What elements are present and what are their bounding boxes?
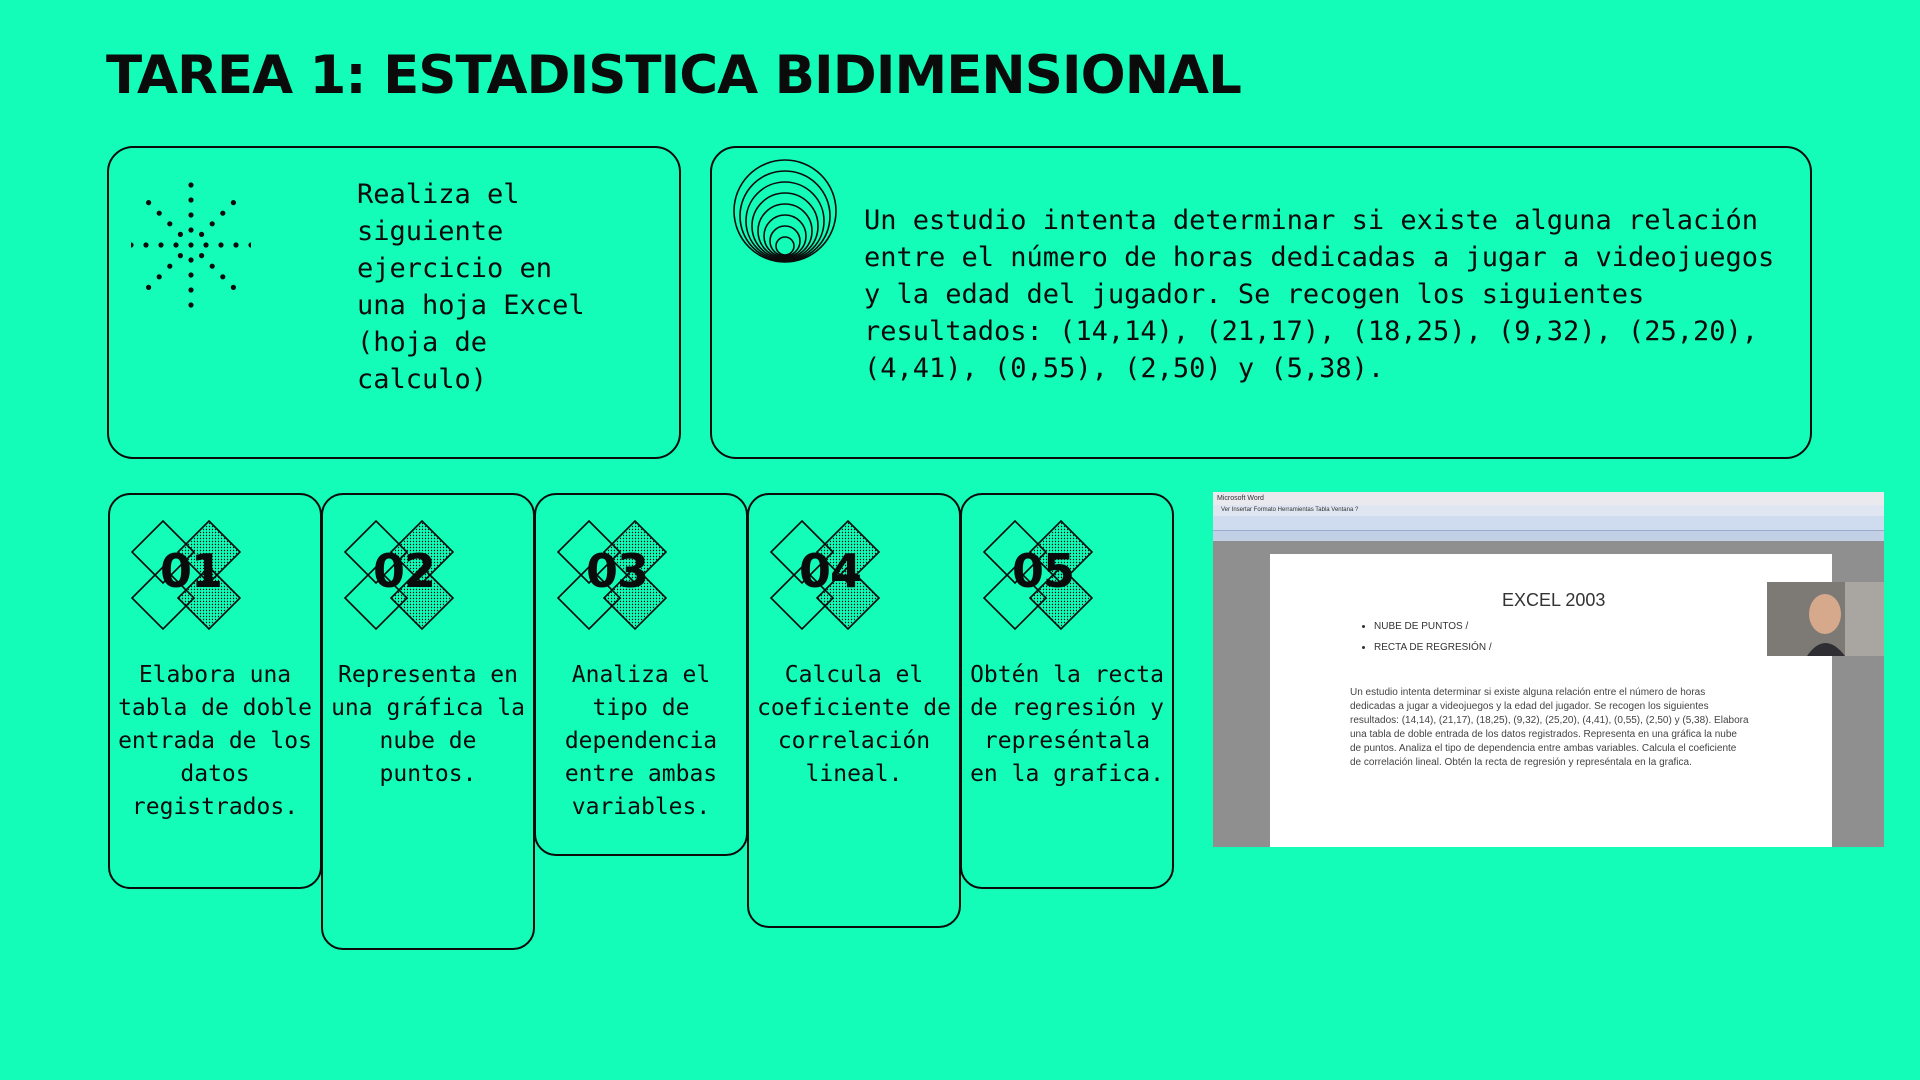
step-card-2 xyxy=(321,493,535,950)
step-text: Analiza el tipo de dependencia entre ambas variables. xyxy=(564,662,718,820)
step-number: 03 xyxy=(586,544,649,598)
doc-paragraph: Un estudio intenta determinar si existe alguna relación entre el número de horas dedicadas a jugar a videojuegos y la edad del jugador. Se recogen los siguientes resultados: (14,14), (21,17), (18,25), (9,32), (25,20), (4,41), (0,55), (2,50) y (5,38). Elabora una tabla de doble entrada de los datos registrados. Representa en una gráfica la nube de puntos. Analiza el tipo de dependencia entre ambas variables. Calcula el coeficiente de correlación lineal. Obtén la recta de regresión y represéntala en la grafica. xyxy=(1350,687,1749,768)
word-window-title: Microsoft Word xyxy=(1213,492,1884,505)
page-title: TAREA 1: ESTADISTICA BIDIMENSIONAL xyxy=(106,45,1241,106)
step-card-5 xyxy=(960,493,1174,889)
word-menu-bar: Ver Insertar Formato Herramientas Tabla Ventana ? xyxy=(1213,505,1884,516)
presenter-avatar xyxy=(1767,582,1884,656)
doc-title: EXCEL 2003 xyxy=(1502,590,1606,610)
starburst-icon xyxy=(131,170,251,320)
doc-bullet-list xyxy=(1360,616,1492,658)
step-text: Elabora una tabla de doble entrada de los datos registrados. xyxy=(118,662,312,820)
word-page xyxy=(1270,554,1832,847)
step-text: Obtén la recta de regresión y represéntala en la grafica. xyxy=(970,662,1164,787)
step-number: 02 xyxy=(373,544,436,598)
doc-bullet: • NUBE DE PUNTOS / xyxy=(1374,616,1492,637)
intro-card xyxy=(107,146,681,459)
word-toolbar xyxy=(1213,516,1884,531)
doc-bullet: • RECTA DE REGRESIÓN / xyxy=(1374,637,1492,658)
step-number: 05 xyxy=(1012,544,1075,598)
word-ruler xyxy=(1213,531,1884,541)
step-card-4 xyxy=(747,493,961,928)
problem-card xyxy=(710,146,1812,459)
problem-text: Un estudio intenta determinar si existe alguna relación entre el número de horas dedicadas a jugar a videojuegos y la edad del jugador. Se recogen los siguientes resultados: (14,14), (21,17), (18,25), (9,32), (25,20), (4,41), (0,55), (2,50) y (5,38). xyxy=(864,205,1775,384)
video-frame[interactable] xyxy=(1213,492,1884,847)
step-card-1 xyxy=(108,493,322,889)
step-number: 04 xyxy=(799,544,862,598)
step-number: 01 xyxy=(160,544,223,598)
webcam-overlay xyxy=(1767,582,1884,656)
intro-text: Realiza el siguiente ejercicio en una hoja Excel (hoja de calculo) xyxy=(357,179,585,395)
step-text: Representa en una gráfica la nube de puntos. xyxy=(331,662,525,787)
step-card-3 xyxy=(534,493,748,856)
concentric-rings-icon xyxy=(732,158,838,264)
step-text: Calcula el coeficiente de correlación lineal. xyxy=(757,662,951,787)
